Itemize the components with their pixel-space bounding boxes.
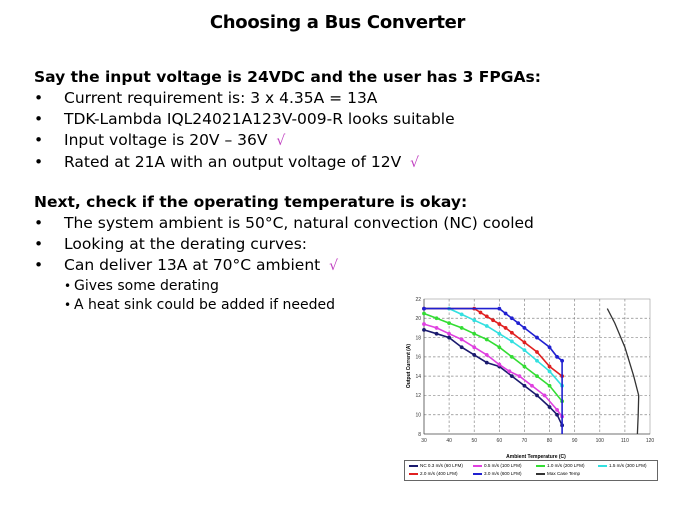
legend-item <box>598 463 647 468</box>
data-point <box>523 326 527 330</box>
x-tick-label: 120 <box>645 438 655 444</box>
data-point <box>479 311 483 315</box>
legend-label: NC 0.3 m/s (60 LFM) <box>420 463 463 468</box>
data-point <box>497 332 501 336</box>
bullet-text: The system ambient is 50°C, natural convection (NC) cooled <box>64 214 534 232</box>
slide-title: Choosing a Bus Converter <box>209 12 466 33</box>
data-point <box>497 322 501 326</box>
bullet-item <box>34 213 534 234</box>
x-tick-label: 80 <box>546 438 553 444</box>
data-point <box>485 338 489 342</box>
data-point <box>472 318 476 322</box>
section-requirements <box>34 67 541 174</box>
data-point <box>472 353 476 357</box>
check-mark-icon: √ <box>329 258 339 274</box>
data-point <box>497 345 501 349</box>
bullet-item <box>34 255 534 277</box>
check-mark-icon: √ <box>276 133 286 149</box>
data-point <box>510 331 514 335</box>
bullet-text: TDK-Lambda IQL24021A123V-009-R looks suitable <box>64 110 455 128</box>
bullet-text: Input voltage is 20V – 36V <box>64 131 268 149</box>
data-point <box>560 359 564 363</box>
plot-area <box>424 299 650 434</box>
legend-label: 1.5 m/s (300 LFM) <box>609 463 647 468</box>
y-tick-label: 20 <box>415 316 421 323</box>
data-point <box>485 353 489 357</box>
derating-chart-svg <box>398 290 668 460</box>
sub-bullet-dot: • <box>64 298 72 312</box>
data-point <box>422 312 426 316</box>
data-point <box>435 316 439 320</box>
x-tick-label: 90 <box>571 438 578 444</box>
x-tick-label: 110 <box>620 438 629 444</box>
section-heading: Next, check if the operating temperature is okay: <box>34 193 468 211</box>
bullet-item <box>34 88 541 109</box>
section-heading: Say the input voltage is 24VDC and the user has 3 FPGAs: <box>34 68 541 86</box>
y-tick-label: 22 <box>415 296 421 303</box>
data-point <box>535 374 539 378</box>
data-point <box>510 340 514 344</box>
data-point <box>543 394 547 398</box>
x-axis-label: Ambient Temperature (C) <box>506 454 566 460</box>
legend-swatch <box>536 473 545 475</box>
sub-bullet-text: A heat sink could be added if needed <box>74 297 336 313</box>
chart-legend <box>404 460 658 481</box>
data-point <box>497 363 501 367</box>
data-point <box>422 322 426 326</box>
data-point <box>535 350 539 354</box>
legend-swatch <box>473 465 482 467</box>
data-point <box>460 345 464 349</box>
data-point <box>497 307 501 311</box>
data-point <box>485 314 489 318</box>
legend-swatch <box>536 465 545 467</box>
x-tick-label: 30 <box>421 438 427 444</box>
data-point <box>548 365 552 369</box>
bullet-text: Can deliver 13A at 70°C ambient <box>64 256 321 274</box>
data-point <box>510 374 514 378</box>
y-tick-label: 8 <box>418 431 421 438</box>
legend-label: 2.0 m/s (400 LFM) <box>420 471 458 476</box>
bullet-dot: • <box>34 256 44 274</box>
bullet-dot: • <box>34 110 44 128</box>
x-tick-label: 50 <box>471 438 478 444</box>
x-tick-label: 60 <box>496 438 503 444</box>
data-point <box>535 394 539 398</box>
data-point <box>555 413 559 417</box>
bullet-dot: • <box>34 153 44 171</box>
sub-bullet-text: Gives some derating <box>74 278 219 294</box>
data-point <box>523 348 527 352</box>
bullet-dot: • <box>34 214 44 232</box>
derating-chart <box>398 290 668 488</box>
data-point <box>485 324 489 328</box>
data-point <box>516 321 520 325</box>
data-point <box>555 355 559 359</box>
y-tick-label: 10 <box>415 412 421 419</box>
data-point <box>548 369 552 373</box>
data-point <box>460 326 464 330</box>
data-point <box>548 405 552 409</box>
legend-swatch <box>409 473 418 475</box>
data-point <box>523 365 527 369</box>
bullet-item <box>34 152 541 174</box>
chart-grid <box>424 299 650 434</box>
legend-item <box>536 471 580 476</box>
legend-swatch <box>598 465 607 467</box>
data-point <box>435 326 439 330</box>
legend-swatch <box>409 465 418 467</box>
bullet-dot: • <box>34 131 44 149</box>
bullet-dot: • <box>34 89 44 107</box>
data-point <box>535 359 539 363</box>
legend-swatch <box>473 473 482 475</box>
bullet-dot: • <box>34 235 44 253</box>
y-tick-label: 18 <box>415 335 421 342</box>
y-tick-label: 14 <box>415 373 421 380</box>
data-point <box>460 313 464 317</box>
x-tick-label: 100 <box>595 438 604 444</box>
legend-label: 1.0 m/s (200 LFM) <box>547 463 585 468</box>
y-tick-label: 12 <box>415 393 421 400</box>
data-point <box>447 321 451 325</box>
y-tick-label: 16 <box>415 354 421 361</box>
data-point <box>510 316 514 320</box>
data-point <box>548 345 552 349</box>
data-point <box>485 361 489 365</box>
data-point <box>447 336 451 340</box>
data-point <box>555 408 559 412</box>
data-point <box>510 355 514 359</box>
x-tick-label: 40 <box>446 438 452 444</box>
data-point <box>422 307 426 311</box>
bullet-item <box>34 109 541 130</box>
bullet-text: Current requirement is: 3 x 4.35A = 13A <box>64 89 378 107</box>
data-point <box>535 336 539 340</box>
data-point <box>518 374 522 378</box>
legend-item <box>473 471 522 476</box>
y-axis-label: Output Current (A) <box>406 343 412 389</box>
bullet-text: Rated at 21A with an output voltage of 12V <box>64 153 402 171</box>
data-point <box>504 326 508 330</box>
data-point <box>504 312 508 316</box>
bullet-text: Looking at the derating curves: <box>64 235 308 253</box>
x-tick-label: 70 <box>521 438 528 444</box>
sub-bullet-dot: • <box>64 279 72 293</box>
bullet-item <box>34 130 541 152</box>
data-point <box>523 340 527 344</box>
legend-item <box>409 471 458 476</box>
data-point <box>530 384 534 388</box>
legend-label: 0.5 m/s (100 LFM) <box>484 463 522 468</box>
data-point <box>523 384 527 388</box>
data-point <box>447 332 451 336</box>
legend-label: Max Case Temp <box>547 471 581 476</box>
legend-item <box>409 463 463 468</box>
bullet-item <box>34 234 534 255</box>
data-point <box>460 338 464 342</box>
check-mark-icon: √ <box>410 155 420 171</box>
data-point <box>472 332 476 336</box>
legend-label: 3.0 m/s (600 LFM) <box>484 471 522 476</box>
legend-item <box>536 463 585 468</box>
data-point <box>435 332 439 336</box>
data-point <box>548 384 552 388</box>
data-point <box>507 369 511 373</box>
data-point <box>472 345 476 349</box>
data-point <box>422 328 426 332</box>
legend-item <box>473 463 522 468</box>
data-point <box>491 318 495 322</box>
